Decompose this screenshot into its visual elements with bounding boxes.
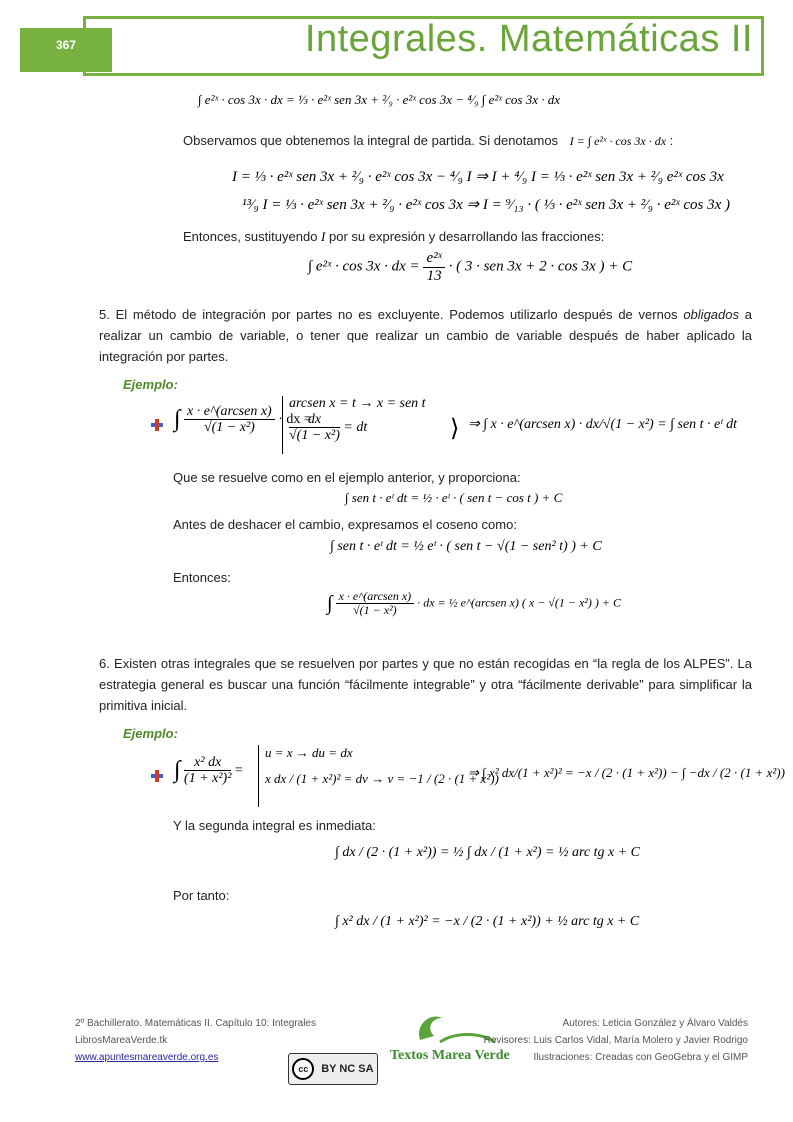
example-1-lhs-den: √(1 − x²) xyxy=(203,420,255,436)
pointer-icon-2 xyxy=(150,769,164,783)
footer-reviewers: Revisores: Luis Carlos Vidal, María Molero y Javier Rodrigo xyxy=(483,1035,748,1046)
example-label-1: Ejemplo: xyxy=(123,377,178,392)
text-por-tanto: Por tanto: xyxy=(173,888,230,903)
example-1-substitution xyxy=(282,396,426,454)
footer-course: 2º Bachillerato. Matemáticas II. Capítulo 10: Integrales xyxy=(75,1018,316,1029)
footer-left xyxy=(75,1015,316,1066)
text-antes-deshacer: Antes de deshacer el cambio, expresamos el coseno como: xyxy=(173,517,517,532)
license-text: BY NC SA xyxy=(321,1063,374,1075)
example-2-lhs-num: x² dx xyxy=(184,755,231,771)
equation-8: ∫ $\frac{\text{x · e\textasciicircum{}(arcsen x)}}{\text{√(1 − x²)}}$ · dx = ½ e^(arcsen x) ( x − √(1 − x²) ) + C xyxy=(327,589,621,618)
equation-5-num: e²ˣ xyxy=(423,250,444,268)
text-sustituyendo-b: por su expresión y desarrollando las fracciones: xyxy=(329,229,605,244)
example-2-lhs: ∫ $\frac{\text{x² dx}}{\text{(1 + x²)²}}$ = xyxy=(174,755,243,787)
paragraph-5-italic: obligados xyxy=(683,307,739,322)
footer-site: LibrosMareaVerde.tk xyxy=(75,1035,168,1046)
example-2-equation xyxy=(150,745,785,811)
example-1-lhs: ∫ $\frac{\text{x · e\textasciicircum{}(arcsen x)}}{\text{√(1 − x²)}}$ · dx = xyxy=(174,404,312,436)
footer-right xyxy=(484,1015,748,1066)
example-2-rhs: ⇒ ∫ x² dx/(1 + x²)² = −x / (2 · (1 + x²)) − ∫ −dx / (2 · (1 + x²)) xyxy=(468,765,785,780)
equation-8-num: x · e^(arcsen x) xyxy=(336,590,415,604)
example-2-sub-line-1: u = x → du = dx xyxy=(265,745,353,760)
footer-illustrations: Ilustraciones: Creadas con GeoGebra y el GIMP xyxy=(533,1052,748,1063)
example-2-sub-line-2: x dx / (1 + x²)² = dv → v = −1 / (2 · (1 + x²)) xyxy=(265,771,499,786)
equation-7: ∫ sen t · eᵗ dt = ½ eᵗ · ( sen t − √(1 − sen² t) ) + C xyxy=(330,539,602,554)
text-observamos-body: Observamos que obtenemos la integral de partida. Si denotamos xyxy=(183,133,559,148)
text-entonces-sustituyendo xyxy=(183,226,604,247)
equation-9: ∫ dx / (2 · (1 + x²)) = ½ ∫ dx / (1 + x²) = ½ arc tg x + C xyxy=(335,845,640,860)
example-2-substitution xyxy=(258,745,499,807)
paragraph-5 xyxy=(99,304,752,367)
paragraph-6: 6. Existen otras integrales que se resuelven por partes y que no están recogidas en “la regla de los ALPES”. La estrategia general es buscar una función “fácilmente integrable” y otra “fácilmente derivable” para simplificar la primitiva inicial. xyxy=(99,656,752,713)
equation-6: ∫ sen t · eᵗ dt = ½ · eᵗ · ( sen t − cos t ) + C xyxy=(345,490,563,505)
equation-I-definition: I = ∫ e²ˣ · cos 3x · dx xyxy=(569,134,667,148)
footer-link[interactable]: www.apuntesmareaverde.org.es xyxy=(75,1052,219,1063)
equation-5-rhs: · ( 3 · sen 3x + 2 · cos 3x ) + C xyxy=(448,258,633,275)
example-label-2: Ejemplo: xyxy=(123,726,178,741)
text-var-I: I xyxy=(321,229,326,244)
paragraph-5-b: a realizar un cambio de variable, o tener que realizar un cambio de variable después de haber aplicado la integración por partes. xyxy=(99,307,752,364)
equation-8-den: √(1 − x²) xyxy=(353,603,397,618)
equation-4: ¹³⁄₉ I = ⅓ · e²ˣ sen 3x + ²⁄₉ · e²ˣ cos 3x ⇒ I = ⁹⁄₁₃ · ( ⅓ · e²ˣ sen 3x + ²⁄₉ · e²ˣ cos 3x ) xyxy=(242,197,730,213)
example-1-sub-line-1: arcsen x = t → x = sen t xyxy=(289,396,426,411)
equation-5 xyxy=(308,250,632,284)
equation-8-rhs: · dx = ½ e^(arcsen x) ( x − √(1 − x²) ) + C xyxy=(417,595,621,610)
equation-5-den: 13 xyxy=(426,267,442,284)
example-1-equation: ∫ $\frac{\text{x · e\textasciicircum{}(arcsen x)}}{\text{√(1 − x²)}}$ · dx = arcsen x = t → x = sen t $\frac{dx}{\text{√(1 − x²)}}$ = dt ⟩ ⇒ ∫ x · e^(arcsen x) · dx/√(1 − x²) = ∫ sen t · eᵗ dt xyxy=(150,396,750,456)
equation-3: I = ⅓ · e²ˣ sen 3x + ²⁄₉ · e²ˣ cos 3x − ⁴⁄₉ I ⇒ I + ⁴⁄₉ I = ⅓ · e²ˣ sen 3x + ²⁄₉ e²ˣ cos 3x xyxy=(232,169,724,185)
example-2-lhs-den: (1 + x²)² xyxy=(184,771,232,787)
example-1-sub-rhs: = dt xyxy=(343,420,368,436)
equation-1: ∫ e²ˣ · cos 3x · dx = ⅓ · e²ˣ sen 3x + ²⁄₉ · e²ˣ cos 3x − ⁴⁄₉ ∫ e²ˣ cos 3x · dx xyxy=(198,92,561,107)
example-1-sub-den: √(1 − x²) xyxy=(289,428,340,444)
text-sustituyendo-a: Entonces, sustituyendo xyxy=(183,229,318,244)
text-que-se-resuelve: Que se resuelve como en el ejemplo anterior, y proporciona: xyxy=(173,470,521,485)
footer-authors: Autores: Leticia González y Álvaro Valdés xyxy=(562,1018,748,1029)
license-badge xyxy=(288,1053,378,1085)
text-segunda-integral: Y la segunda integral es inmediata: xyxy=(173,818,376,833)
pointer-icon xyxy=(150,418,164,432)
example-1-lhs-num: x · e^(arcsen x) xyxy=(184,404,275,420)
text-observamos xyxy=(183,130,673,152)
page-number: 367 xyxy=(20,28,112,72)
example-1-rhs: ⇒ ∫ x · e^(arcsen x) · dx/√(1 − x²) = ∫ sen t · eᵗ dt xyxy=(468,417,738,432)
text-entonces: Entonces: xyxy=(173,570,231,585)
equation-5-lhs: ∫ e²ˣ · cos 3x · dx = xyxy=(308,258,420,275)
example-1-sub-num: dx xyxy=(289,412,340,428)
page-title: Integrales. Matemáticas II xyxy=(304,18,753,60)
text-colon: : xyxy=(669,133,674,148)
paragraph-5-a: 5. El método de integración por partes no es excluyente. Podemos utilizarlo después de vernos xyxy=(99,307,678,322)
equation-10: ∫ x² dx / (1 + x²)² = −x / (2 · (1 + x²)) + ½ arc tg x + C xyxy=(335,914,640,929)
logo-text: Textos Marea Verde xyxy=(390,1048,510,1063)
cc-icon: cc xyxy=(292,1058,314,1080)
equation-5-fraction xyxy=(423,250,444,284)
